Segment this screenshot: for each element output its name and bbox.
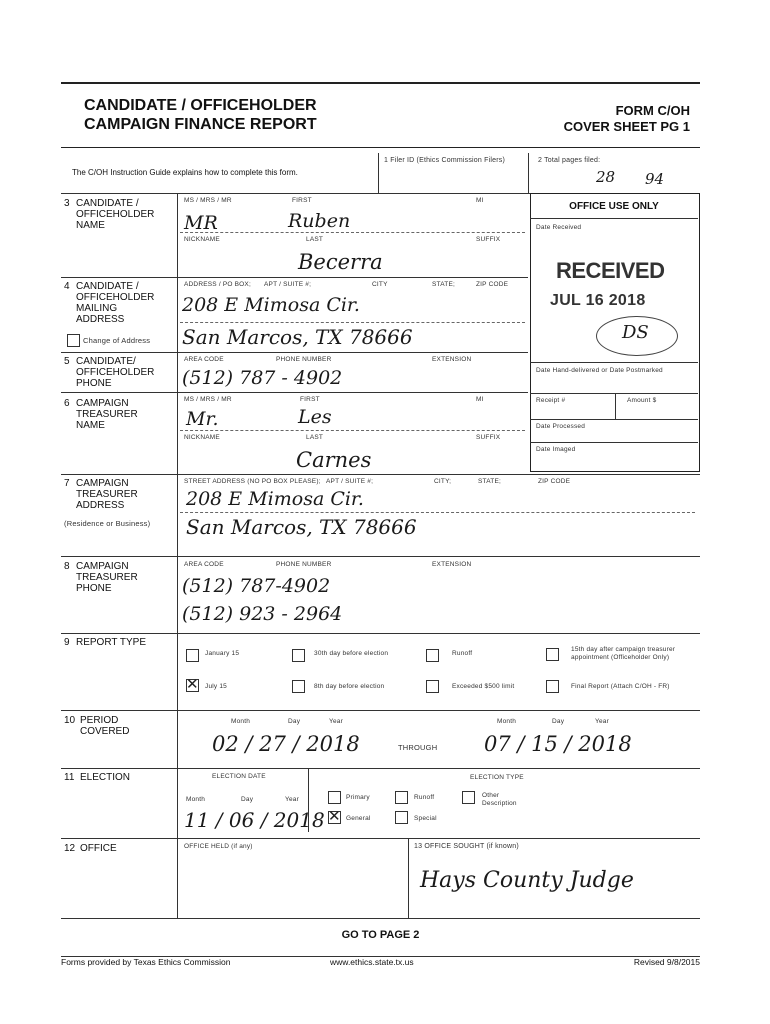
- mi-label: MI: [476, 396, 484, 403]
- period-to[interactable]: 07 / 15 / 2018: [484, 732, 632, 756]
- stamp-initials: DS: [622, 322, 649, 343]
- phone-label: PHONE NUMBER: [276, 356, 332, 363]
- office-held-label: OFFICE HELD (if any): [184, 843, 253, 850]
- section11-label: 11 ELECTION: [64, 772, 131, 783]
- first-label: FIRST: [300, 396, 320, 403]
- apt-label: APT / SUITE #;: [264, 281, 312, 288]
- divider: [530, 419, 698, 420]
- extension-label: EXTENSION: [432, 356, 472, 363]
- office-sought-value[interactable]: Hays County Judge: [420, 868, 634, 893]
- runoff-checkbox[interactable]: [426, 649, 439, 662]
- divider: [180, 512, 695, 513]
- election-date-label: ELECTION DATE: [212, 773, 266, 780]
- footer-left: Forms provided by Texas Ethics Commission: [61, 957, 231, 967]
- divider: [528, 153, 529, 193]
- divider: [61, 277, 528, 278]
- runoff-election-label: Runoff: [414, 794, 435, 801]
- date-received-label: Date Received: [536, 224, 582, 231]
- section7-label: 7 CAMPAIGN TREASURER ADDRESS: [64, 478, 138, 511]
- final-label: Final Report (Attach C/OH - FR): [571, 683, 670, 690]
- last-label: LAST: [306, 434, 324, 441]
- divider: [61, 838, 700, 839]
- change-of-address-label: Change of Address: [83, 336, 151, 345]
- treasurer-address-line1[interactable]: 208 E Mimosa Cir.: [186, 488, 364, 510]
- nickname-label: NICKNAME: [184, 434, 220, 441]
- divider: [61, 392, 528, 393]
- section9-label: 9 REPORT TYPE: [64, 637, 147, 648]
- form-title-line2: CAMPAIGN FINANCE REPORT: [84, 116, 317, 133]
- candidate-last-name[interactable]: Becerra: [298, 250, 383, 274]
- jul15-checkbox[interactable]: [186, 679, 199, 692]
- election-type-label: ELECTION TYPE: [470, 774, 524, 781]
- divider: [180, 232, 525, 233]
- apt-label: APT / SUITE #;: [326, 478, 374, 485]
- header-divider: [61, 147, 700, 148]
- runoff-label: Runoff: [452, 650, 473, 657]
- divider: [61, 633, 700, 634]
- d30-checkbox[interactable]: [292, 649, 305, 662]
- divider: [615, 393, 616, 419]
- street-label: STREET ADDRESS (NO PO BOX PLEASE);: [184, 478, 321, 485]
- nickname-label: NICKNAME: [184, 236, 220, 243]
- office-use-title: OFFICE USE ONLY: [569, 201, 659, 212]
- go-to-page-2: GO TO PAGE 2: [341, 929, 420, 941]
- section8-label: 8 CAMPAIGN TREASURER PHONE: [64, 561, 138, 594]
- city-label: CITY;: [434, 478, 452, 485]
- day-label: Day: [288, 718, 301, 725]
- d8-checkbox[interactable]: [292, 680, 305, 693]
- date-imaged-label: Date Imaged: [536, 446, 576, 453]
- year-label: Year: [329, 718, 343, 725]
- divider: [61, 474, 700, 475]
- extension-label: EXTENSION: [432, 561, 472, 568]
- office-sought-label: 13 OFFICE SOUGHT (if known): [414, 843, 519, 850]
- year-label: Year: [285, 796, 299, 803]
- treasurer-phone-1[interactable]: (512) 787-4902: [182, 575, 331, 597]
- divider: [530, 218, 698, 219]
- form-number: FORM C/OH: [615, 103, 690, 118]
- ms-label: MS / MRS / MR: [184, 396, 232, 403]
- final-checkbox[interactable]: [546, 680, 559, 693]
- day-label: Day: [552, 718, 565, 725]
- jan15-checkbox[interactable]: [186, 649, 199, 662]
- jan15-label: January 15: [205, 650, 240, 657]
- month-label: Month: [231, 718, 251, 725]
- first-label: FIRST: [292, 197, 312, 204]
- total-pages-value[interactable]: 28: [596, 168, 616, 186]
- divider: [180, 322, 525, 323]
- divider: [378, 153, 379, 193]
- last-label: LAST: [306, 236, 324, 243]
- day-label: Day: [241, 796, 254, 803]
- exceeded-checkbox[interactable]: [426, 680, 439, 693]
- divider: [61, 918, 700, 919]
- divider: [61, 768, 700, 769]
- treasurer-first-name[interactable]: Les: [298, 406, 332, 428]
- candidate-phone[interactable]: (512) 787 - 4902: [182, 367, 343, 389]
- footer-url[interactable]: www.ethics.state.tx.us: [330, 957, 414, 967]
- month-label: Month: [186, 796, 206, 803]
- candidate-first-name[interactable]: Ruben: [288, 210, 351, 232]
- exceeded-label: Exceeded $500 limit: [452, 683, 515, 690]
- candidate-title[interactable]: MR: [184, 212, 218, 234]
- state-label: STATE;: [432, 281, 455, 288]
- treasurer-title[interactable]: Mr.: [186, 408, 219, 430]
- change-of-address-checkbox[interactable]: [67, 334, 80, 347]
- total-pages-label: 2 Total pages filed:: [538, 157, 601, 164]
- election-date[interactable]: 11 / 06 / 2018: [184, 808, 325, 832]
- year-label: Year: [595, 718, 609, 725]
- primary-label: Primary: [346, 794, 370, 801]
- section12-label: 12 OFFICE: [64, 843, 117, 854]
- t15-label: 15th day after campaign treasurer appointment (Officeholder Only): [571, 646, 676, 661]
- treasurer-phone-2[interactable]: (512) 923 - 2964: [182, 603, 343, 625]
- section5-label: 5 CANDIDATE/ OFFICEHOLDER PHONE: [64, 356, 155, 389]
- divider: [61, 710, 700, 711]
- zip-label: ZIP CODE: [476, 281, 509, 288]
- city-label: CITY: [372, 281, 388, 288]
- section4-label: 4 CANDIDATE / OFFICEHOLDER MAILING ADDRESS: [64, 281, 155, 325]
- general-label: General: [346, 815, 371, 822]
- area-code-label: AREA CODE: [184, 356, 224, 363]
- date-processed-label: Date Processed: [536, 423, 586, 430]
- special-checkbox[interactable]: [395, 811, 408, 824]
- instruction-text: The C/OH Instruction Guide explains how to complete this form.: [72, 168, 298, 177]
- general-checkbox[interactable]: [328, 811, 341, 824]
- candidate-address-line2[interactable]: San Marcos, TX 78666: [182, 325, 413, 349]
- address-label: ADDRESS / PO BOX;: [184, 281, 251, 288]
- d30-label: 30th day before election: [314, 650, 389, 657]
- divider: [180, 430, 525, 431]
- footer-revised: Revised 9/8/2015: [633, 957, 700, 967]
- received-stamp: RECEIVED: [556, 258, 665, 283]
- phone-label: PHONE NUMBER: [276, 561, 332, 568]
- divider: [61, 556, 700, 557]
- state-label: STATE;: [478, 478, 501, 485]
- period-from[interactable]: 02 / 27 / 2018: [212, 732, 360, 756]
- divider: [530, 442, 698, 443]
- divider: [530, 362, 698, 363]
- candidate-address-line1[interactable]: 208 E Mimosa Cir.: [182, 294, 360, 316]
- date-hand-label: Date Hand-delivered or Date Postmarked: [536, 367, 663, 374]
- divider: [61, 352, 528, 353]
- other-label: Other Description: [482, 792, 517, 807]
- area-code-label: AREA CODE: [184, 561, 224, 568]
- suffix-label: SUFFIX: [476, 434, 501, 441]
- runoff-election-checkbox[interactable]: [395, 791, 408, 804]
- receipt-label: Receipt #: [536, 397, 566, 404]
- section3-label: 3 CANDIDATE / OFFICEHOLDER NAME: [64, 198, 155, 231]
- total-pages-value2[interactable]: 94: [645, 170, 665, 188]
- other-checkbox[interactable]: [462, 791, 475, 804]
- form-page-title: COVER SHEET PG 1: [563, 119, 690, 134]
- form-title-line1: CANDIDATE / OFFICEHOLDER: [84, 97, 317, 114]
- t15-checkbox[interactable]: [546, 648, 559, 661]
- received-stamp-date: JUL 16 2018: [550, 292, 646, 309]
- filer-id-label: 1 Filer ID (Ethics Commission Filers): [384, 157, 505, 164]
- divider: [408, 838, 409, 918]
- zip-label: ZIP CODE: [538, 478, 571, 485]
- d8-label: 8th day before election: [314, 683, 385, 690]
- amount-label: Amount $: [627, 397, 657, 404]
- treasurer-last-name[interactable]: Carnes: [296, 448, 372, 472]
- mi-label: MI: [476, 197, 484, 204]
- section7-sub: (Residence or Business): [64, 519, 151, 528]
- section10-label: 10 PERIOD COVERED: [64, 715, 130, 737]
- treasurer-address-line2[interactable]: San Marcos, TX 78666: [186, 515, 417, 539]
- ms-label: MS / MRS / MR: [184, 197, 232, 204]
- special-label: Special: [414, 815, 437, 822]
- month-label: Month: [497, 718, 517, 725]
- jul15-label: July 15: [205, 683, 227, 690]
- through-label: THROUGH: [398, 743, 438, 752]
- suffix-label: SUFFIX: [476, 236, 501, 243]
- primary-checkbox[interactable]: [328, 791, 341, 804]
- section6-label: 6 CAMPAIGN TREASURER NAME: [64, 398, 138, 431]
- divider: [530, 393, 698, 394]
